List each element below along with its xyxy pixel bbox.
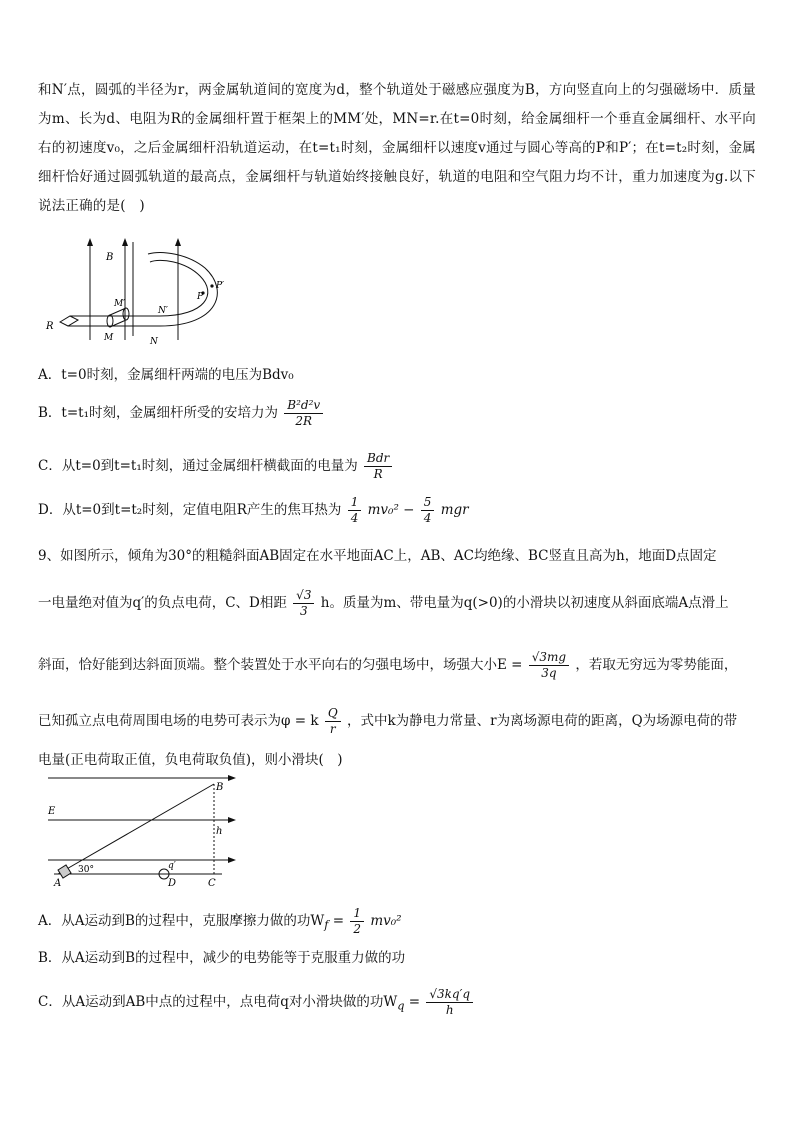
q8-option-c <box>38 451 394 482</box>
q8-option-d-end: mgr <box>440 502 469 518</box>
q8-option-d-fraction-1 <box>348 495 362 526</box>
q9-option-a <box>38 906 402 937</box>
q9-line-3-num: √3mg <box>529 650 569 666</box>
q8-option-d-num-1: 1 <box>348 495 362 511</box>
q9-fig-label-q1: q′ <box>168 861 176 871</box>
q8-fig-label-M1: M′ <box>114 299 126 309</box>
q8-option-c-den: R <box>373 467 383 481</box>
q9-option-b: B．从A运动到B的过程中，减少的电势能等于克服重力做的功 <box>38 950 406 966</box>
q9-line-1: 9、如图所示，倾角为30°的粗糙斜面AB固定在水平地面AC上，AB、AC均绝缘、BC竖直且高为h，地面D点固定 <box>38 548 717 564</box>
q8-option-b <box>38 398 325 429</box>
q8-fig-label-R: R <box>46 321 54 332</box>
q8-fig-label-P: P <box>197 292 204 302</box>
q9-option-a-end: mv₀² <box>370 913 402 929</box>
q8-option-b-text: B．t=t₁时刻，金属细杆所受的安培力为 <box>38 405 278 421</box>
q9-option-a-eq: = <box>332 913 345 929</box>
q9-line-4-fraction <box>325 706 341 737</box>
q9-fig-label-D: D <box>168 878 177 889</box>
q8-fig-label-B: B <box>106 252 114 263</box>
q9-option-a-den: 2 <box>353 922 362 936</box>
q8-fig-label-P1: P′ <box>216 281 225 291</box>
q9-line-2 <box>38 588 729 619</box>
q9-fig-label-h: h <box>216 826 223 837</box>
q9-line-3 <box>38 650 737 681</box>
q9-line-4-post: ，式中k为静电力常量、r为离场源电荷的距离，Q为场源电荷的带 <box>346 713 738 729</box>
q8-option-d-den-2: 4 <box>423 511 432 525</box>
q9-line-4 <box>38 706 737 737</box>
q9-fig-label-C: C <box>208 878 216 889</box>
q9-line-2-fraction <box>293 588 314 619</box>
q8-option-b-num: B²d²v <box>284 398 323 414</box>
q8-option-c-fraction <box>364 451 392 482</box>
q9-option-a-fraction <box>350 906 364 937</box>
q9-line-3-fraction <box>529 650 569 681</box>
q9-line-2-den: 3 <box>299 604 308 618</box>
q9-option-a-sub: f <box>324 918 329 932</box>
q8-figure <box>40 236 240 348</box>
q9-option-c-den: h <box>445 1003 454 1017</box>
q8-option-b-fraction <box>284 398 323 429</box>
q9-line-3-post: ，若取无穷远为零势能面， <box>575 657 738 673</box>
q9-fig-label-B: B <box>216 782 224 793</box>
q9-option-c-sub: q <box>397 999 405 1013</box>
q9-option-c-fraction <box>426 987 473 1018</box>
q8-option-d <box>38 495 469 526</box>
q9-line-4-den: r <box>329 722 336 736</box>
q8-option-a: A．t=0时刻，金属细杆两端的电压为Bdv₀ <box>38 367 294 383</box>
q8-option-d-mid: mv₀² − <box>367 502 415 518</box>
q8-option-d-fraction-2 <box>421 495 435 526</box>
q8-fig-label-N: N <box>150 337 158 347</box>
q9-fig-label-angle: 30° <box>78 865 94 875</box>
q9-figure <box>44 772 244 890</box>
q8-option-d-num-2: 5 <box>421 495 435 511</box>
q8-option-d-den-1: 4 <box>350 511 359 525</box>
q9-option-c-num: √3kq′q <box>426 987 473 1003</box>
q9-fig-label-E: E <box>48 806 56 817</box>
q9-line-3-pre: 斜面，恰好能到达斜面顶端。整个装置处于水平向右的匀强电场中，场强大小E = <box>38 657 523 673</box>
q9-fig-label-A: A <box>54 878 62 889</box>
q9-option-c <box>38 987 475 1018</box>
q9-option-c-eq: = <box>408 994 421 1010</box>
q9-line-4-pre: 已知孤立点电荷周围电场的电势可表示为φ = k <box>38 713 319 729</box>
q8-option-b-den: 2R <box>295 414 313 428</box>
q8-option-c-text: C．从t=0到t=t₁时刻，通过金属细杆横截面的电量为 <box>38 458 358 474</box>
q9-line-2-pre: 一电量绝对值为q′的负点电荷，C、D相距 <box>38 595 287 611</box>
q9-option-c-text: C．从A运动到AB中点的过程中，点电荷q对小滑块做的功W <box>38 994 398 1010</box>
q8-fig-label-M: M <box>104 333 114 343</box>
q8-stem: 和N′点，圆弧的半径为r，两金属轨道间的宽度为d，整个轨道处于磁感应强度为B，方向竖直向上的匀强磁场中．质量为m、长为d、电阻为R的金属细杆置于框架上的MM′处，MN=r.在t=0时刻，给金属细杆一个垂直金属细杆、水平向右的初速度v₀，之后金属细杆沿轨道运动，在t=t₁时刻，金属细杆以速度v通过与圆心等高的P和P′；在t=t₂时刻，金属细杆恰好通过圆弧轨道的最高点，金属细杆与轨道始终接触良好，轨道的电阻和空气阻力均不计，重力加速度为g.以下说法正确的是( ) <box>38 82 756 214</box>
q9-line-2-num: √3 <box>293 588 314 604</box>
q8-option-c-num: Bdr <box>364 451 392 467</box>
q9-line-4-num: Q <box>325 706 341 722</box>
q8-fig-label-N1: N′ <box>158 306 168 316</box>
q9-line-2-post: h。质量为m、带电量为q(>0)的小滑块以初速度从斜面底端A点滑上 <box>320 595 729 611</box>
q8-option-d-text: D．从t=0到t=t₂时刻，定值电阻R产生的焦耳热为 <box>38 502 342 518</box>
q9-line-5: 电量(正电荷取正值，负电荷取负值)，则小滑块( ) <box>38 752 343 768</box>
q9-option-a-num: 1 <box>350 906 364 922</box>
q9-line-3-den: 3q <box>541 666 557 680</box>
q9-option-a-text: A．从A运动到B的过程中，克服摩擦力做的功W <box>38 913 325 929</box>
